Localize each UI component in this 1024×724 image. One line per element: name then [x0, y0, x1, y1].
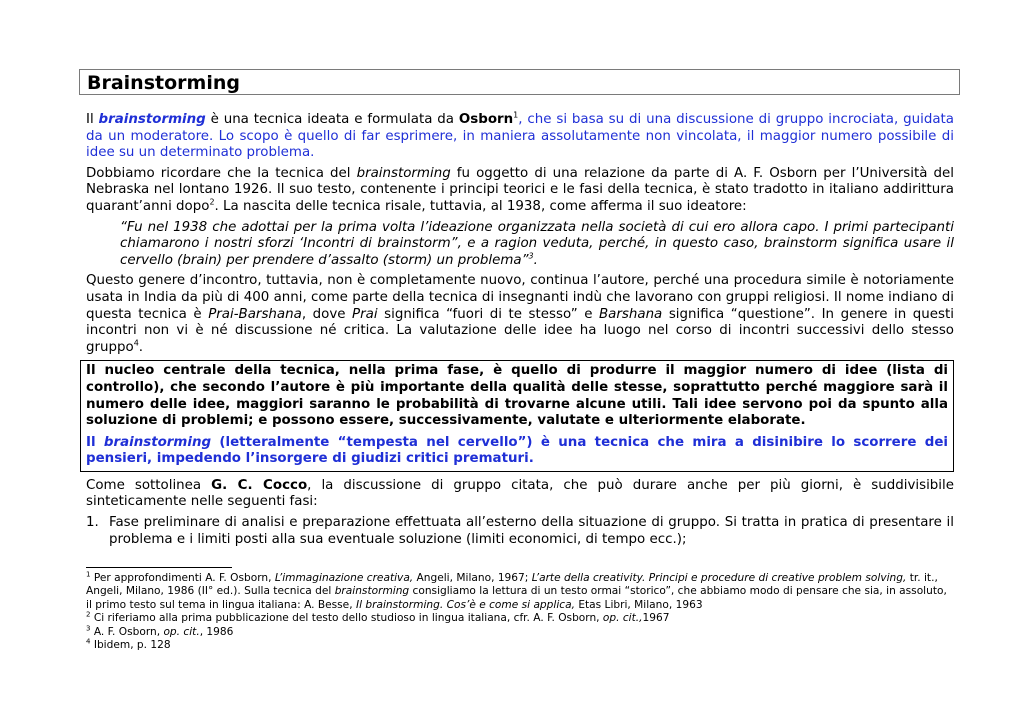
- document-body: [86, 112, 954, 548]
- footnote-number: 3: [86, 624, 91, 633]
- text-run: Il: [86, 434, 104, 450]
- text-run: Il: [86, 112, 99, 127]
- term-brainstorming: brainstorming: [103, 434, 212, 450]
- footnote-number: 2: [86, 610, 91, 619]
- text-run: significa “questione”. In genere in questi incontri non vi è né discussione né critica. La valutazione delle idee ha luogo nel corso di incontri successivi dello stesso gruppo: [86, 306, 954, 355]
- paragraph-cocco: [86, 478, 954, 511]
- quote-text: “Fu nel 1938 che adottai per la prima volta l’ideazione organizzata nella società di cui ero allora capo. I primi partecipanti chiamarono i nostri sforzi ‘Incontri di brainstorm”, e a ragion veduta, perché, in questo caso, brainstorm significa usare il cervello (brain) per prendere d’assalto (storm) un problema”: [120, 219, 954, 268]
- paragraph-intro: [86, 112, 954, 162]
- footnote-ref-2[interactable]: 2: [209, 197, 215, 207]
- text-run: Come sottolinea: [86, 477, 212, 493]
- text-run: . La nascita delle tecnica risale, tuttavia, al 1938, come afferma il suo ideatore:: [214, 198, 747, 214]
- book-title: L’immaginazione creativa,: [274, 572, 414, 584]
- list-number: 1.: [86, 515, 99, 531]
- footnote-4: [86, 639, 954, 652]
- text-run: , dove: [301, 306, 353, 322]
- author-cocco: G. C. Cocco: [211, 477, 308, 493]
- author-osborn: Osborn: [458, 112, 514, 127]
- paragraph-history: [86, 166, 954, 216]
- term-brainstorming: brainstorming: [98, 112, 206, 127]
- text-run: è una tecnica ideata e formulata da: [205, 112, 459, 127]
- footnote-2: [86, 612, 954, 625]
- text-run: Dobbiamo ricordare che la tecnica del: [86, 165, 357, 181]
- text-run: Etas Libri, Milano, 1963: [574, 598, 703, 611]
- book-title: L’arte della creativity. Principi e procedure di creative problem solving,: [531, 572, 907, 584]
- citation-op-cit: op. cit.,: [602, 612, 643, 625]
- text-run: .: [138, 339, 144, 355]
- footnote-number: 4: [86, 637, 91, 646]
- text-run: Angeli, Milano, 1967;: [413, 572, 532, 584]
- book-title: Il brainstorming. Cos’è e come si applica,: [355, 598, 575, 611]
- term-brainstorming: brainstorming: [356, 165, 451, 181]
- text-run: , 1986: [199, 625, 234, 638]
- highlight-paragraph-blue: [86, 435, 948, 468]
- citation-op-cit: op. cit.: [163, 625, 200, 638]
- text-run: significa “fuori di te stesso” e: [377, 306, 599, 322]
- text-run: Questo genere d’incontro, tuttavia, non è completamente nuovo, continua l’autore, perché una procedura simile è notoriamente usata in India da più di 400 anni, come parte della tecnica di insegnanti indù che lavorano con gruppi religiosi. Il nome indiano di questa tecnica è: [86, 273, 954, 322]
- footnote-number: 1: [86, 570, 91, 579]
- footnote-3: [86, 626, 954, 639]
- list-item: [86, 515, 954, 548]
- text-run: fu oggetto di una relazione da parte di A. F. Osborn per l’Università del Nebraska nel lontano 1926. Il suo testo, contenente i principi teorici e le fasi della tecnica, è stato tradotto in italiano addirittura quarant’anni dopo: [86, 165, 954, 214]
- footnote-ref-1[interactable]: 1: [513, 110, 519, 120]
- term-prai-barshana: Prai-Barshana: [208, 306, 302, 322]
- text-run: , la discussione di gruppo citata, che può durare anche per più giorni, è suddivisibile sinteticamente nelle seguenti fasi:: [86, 477, 954, 510]
- highlight-box: [80, 360, 954, 472]
- footnote-ref-4[interactable]: 4: [133, 338, 139, 348]
- text-run: Per approfondimenti A. F. Osborn,: [90, 572, 275, 584]
- term-barshana: Barshana: [599, 306, 663, 322]
- term-brainstorming: brainstorming: [334, 585, 410, 598]
- term-prai: Prai: [352, 306, 378, 322]
- footnote-ref-3[interactable]: 3: [528, 251, 534, 261]
- title-box: [79, 69, 960, 95]
- text-run: A. F. Osborn,: [90, 625, 164, 638]
- footnote-1: [86, 572, 954, 612]
- text-run: 1967: [642, 612, 670, 625]
- text-run: Ci riferiamo alla prima pubblicazione del testo dello studioso in lingua italiana, cfr. A. F. Osborn,: [90, 612, 603, 625]
- footnote-separator: [86, 567, 232, 568]
- text-run: Ibidem, p. 128: [90, 639, 171, 652]
- paragraph-india: [86, 273, 954, 356]
- text-run: consigliamo la lettura di un testo ormai “storico”, che abbiamo modo di pensare che sia, in assoluto, il primo testo sul tema in lingua italiana: A. Besse,: [86, 585, 947, 611]
- text-run: (letteralmente “tempesta nel cervello”) è una tecnica che mira a disinibire lo scorrere dei pensieri, impedendo l’insorgere di giudizi critici prematuri.: [86, 434, 948, 467]
- page-title: Brainstorming: [87, 72, 240, 94]
- text-run: tr. it., Angeli, Milano, 1986 (II° ed.). Sulla tecnica del: [86, 572, 938, 598]
- block-quote: [120, 220, 954, 270]
- footnotes: [86, 572, 954, 652]
- phase-list: [86, 515, 954, 548]
- text-run-blue: , che si basa su di una discussione di gruppo incrociata, guidata da un moderatore. Lo scopo è quello di far esprimere, in maniera assolutamente non vincolata, il maggior numero possibile di idee su un determinato problema.: [86, 112, 955, 161]
- list-text: Fase preliminare di analisi e preparazione effettuata all’esterno della situazione di gruppo. Si tratta in pratica di presentare il problema e i limiti posti alla sua eventuale soluzione (limiti economici, di tempo ecc.);: [109, 515, 954, 547]
- highlight-paragraph: Il nucleo centrale della tecnica, nella prima fase, è quello di produrre il maggior numero di idee (lista di controllo), che secondo l’autore è più importante della qualità delle stesse, soprattutto perché maggiore sarà il numero delle idee, maggiori saranno le probabilità di trovarne alcune utili. Tali idee servono poi da spunto alla soluzione di problemi; e possono essere, successivamente, valutate e ulteriormente elaborate.: [86, 363, 948, 429]
- text-run: .: [533, 252, 538, 268]
